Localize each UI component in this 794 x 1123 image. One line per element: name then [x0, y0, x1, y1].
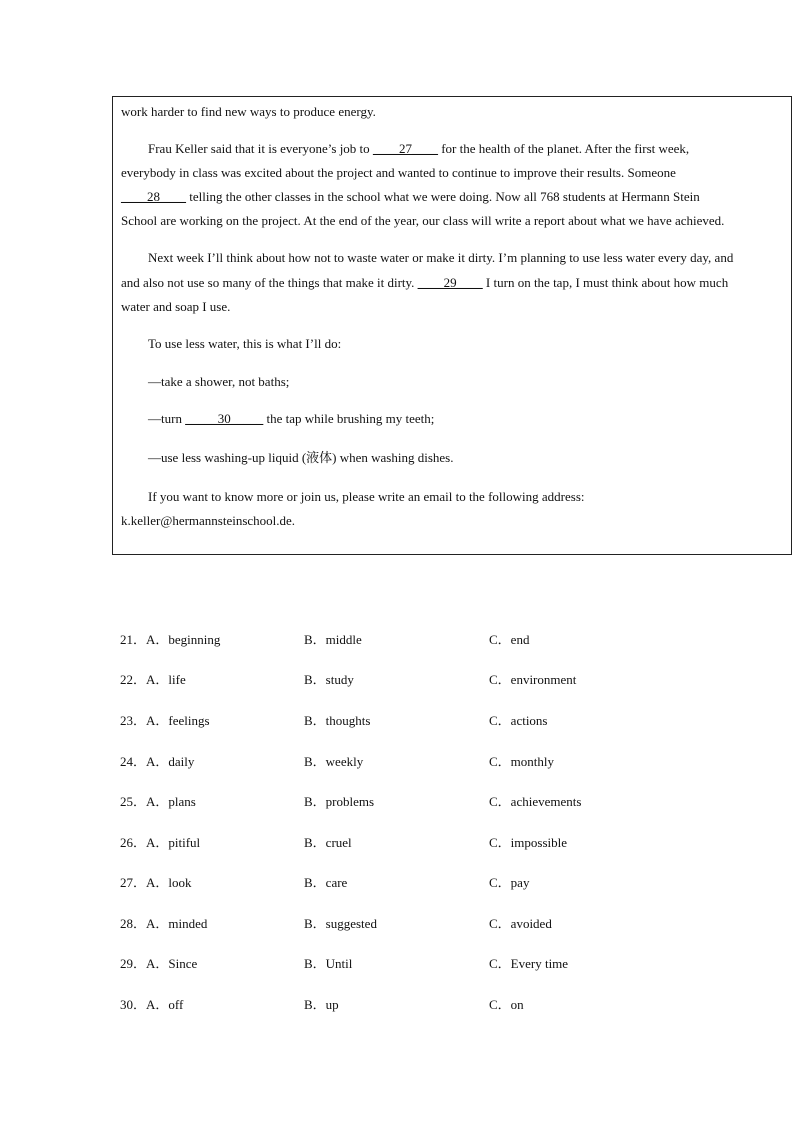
- passage-line: —take a shower, not baths;: [148, 374, 290, 389]
- passage-line: [148, 141, 689, 157]
- text-segment: the tap while brushing my teeth;: [263, 411, 435, 426]
- blank-28: ____28____: [121, 189, 186, 204]
- question-row: [0, 915, 794, 933]
- option-c: C．achievements: [489, 794, 582, 809]
- text-segment: I turn on the tap, I must think about how much: [482, 275, 729, 290]
- option-c: C．on: [489, 997, 524, 1012]
- option-a: 26．A．pitiful: [120, 835, 201, 850]
- option-b: B．middle: [304, 632, 362, 647]
- passage-line: To use less water, this is what I’ll do:: [148, 336, 342, 351]
- passage-line: [121, 275, 728, 291]
- option-c: C．actions: [489, 713, 548, 728]
- passage-line: k.keller@hermannsteinschool.de.: [121, 513, 296, 528]
- option-a: 27．A．look: [120, 875, 192, 890]
- passage-line: —use less washing-up liquid (液体) when washing dishes.: [148, 450, 454, 465]
- blank-27: ____27____: [372, 141, 438, 156]
- text-segment: Frau Keller said that it is everyone’s job to: [148, 141, 373, 156]
- option-c: C．end: [489, 632, 530, 647]
- blank-30: _____30_____: [185, 411, 264, 426]
- blank-29: ____29____: [417, 275, 483, 290]
- passage-line: [121, 189, 700, 205]
- question-row: [0, 712, 794, 730]
- question-row: [0, 834, 794, 852]
- option-c: C．avoided: [489, 916, 552, 931]
- question-row: [0, 955, 794, 973]
- passage-line: water and soap I use.: [121, 299, 231, 314]
- question-row: [0, 671, 794, 689]
- passage-line: If you want to know more or join us, please write an email to the following address:: [148, 489, 585, 504]
- question-row: [0, 996, 794, 1014]
- passage-box: [112, 96, 792, 555]
- option-a: 23．A．feelings: [120, 713, 210, 728]
- option-b: B．cruel: [304, 835, 352, 850]
- question-row: [0, 753, 794, 771]
- option-c: C．Every time: [489, 956, 569, 971]
- question-row: [0, 874, 794, 892]
- text-segment: telling the other classes in the school what we were doing. Now all 768 students at Hermann Stein: [186, 189, 700, 204]
- text-segment: for the health of the planet. After the first week,: [437, 141, 690, 156]
- question-row: [0, 631, 794, 649]
- passage-line: Next week I’ll think about how not to waste water or make it dirty. I’m planning to use less water every day, and: [148, 250, 734, 265]
- question-row: [0, 793, 794, 811]
- passage-line: everybody in class was excited about the project and wanted to continue to improve their results. Someone: [121, 165, 676, 180]
- passage-line: School are working on the project. At the end of the year, our class will write a report about what we have achieved.: [121, 213, 725, 228]
- option-a: 30．A．off: [120, 997, 184, 1012]
- option-b: B．suggested: [304, 916, 377, 931]
- option-b: B．Until: [304, 956, 353, 971]
- option-b: B．problems: [304, 794, 375, 809]
- option-a: 22．A．life: [120, 672, 186, 687]
- option-c: C．monthly: [489, 754, 555, 769]
- option-a: 24．A．daily: [120, 754, 195, 769]
- passage-line: work harder to find new ways to produce energy.: [121, 104, 376, 119]
- passage-line: [148, 411, 434, 427]
- option-b: B．up: [304, 997, 339, 1012]
- text-segment: —turn: [148, 411, 186, 426]
- option-a: 28．A．minded: [120, 916, 208, 931]
- option-b: B．care: [304, 875, 348, 890]
- option-b: B．thoughts: [304, 713, 371, 728]
- option-c: C．impossible: [489, 835, 568, 850]
- option-c: C．pay: [489, 875, 530, 890]
- option-a: 21．A．beginning: [120, 632, 221, 647]
- option-a: 25．A．plans: [120, 794, 196, 809]
- option-b: B．weekly: [304, 754, 364, 769]
- option-a: 29．A．Since: [120, 956, 198, 971]
- option-b: B．study: [304, 672, 354, 687]
- text-segment: and also not use so many of the things that make it dirty.: [121, 275, 418, 290]
- option-c: C．environment: [489, 672, 577, 687]
